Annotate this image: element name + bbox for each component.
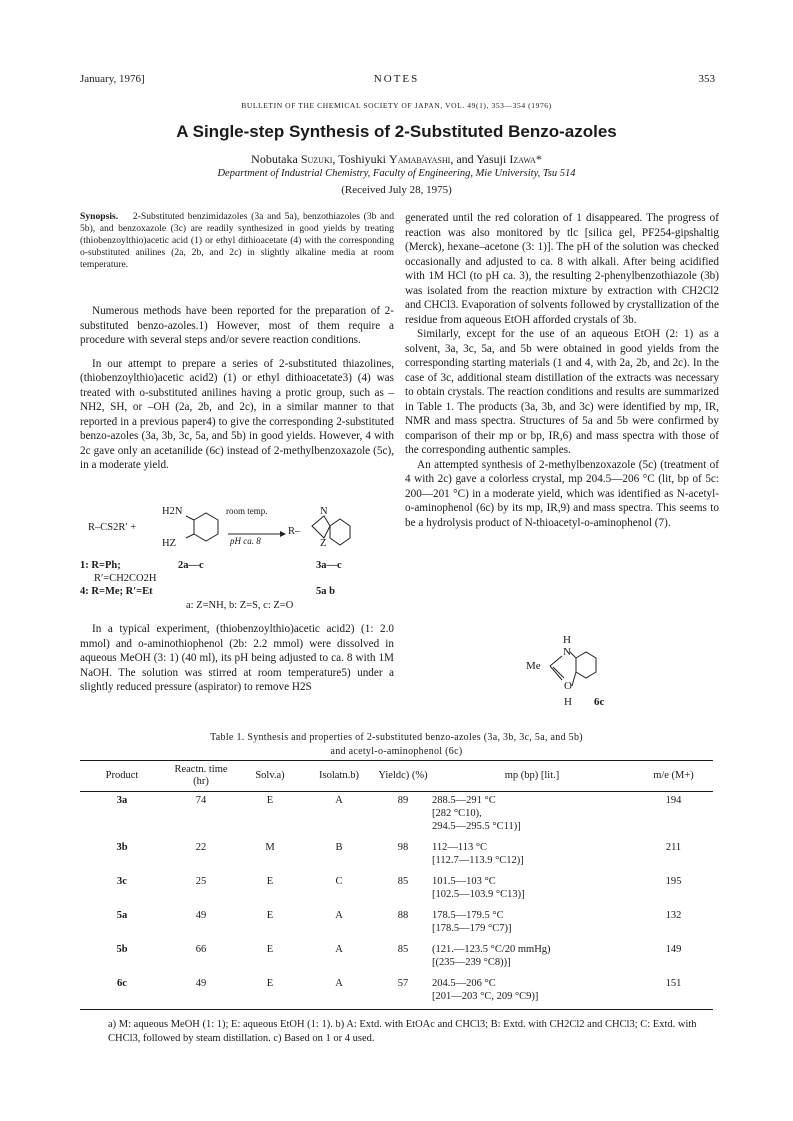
table-caption: Table 1. Synthesis and properties of 2-substituted benzo-azoles (3a, 3b, 3c, 5a, and 5b) xyxy=(210,732,583,743)
cell-mp xyxy=(430,873,634,907)
cell-isol: B xyxy=(335,842,343,853)
mp-line: 112—113 °C xyxy=(432,842,488,853)
cell-solv: M xyxy=(265,842,275,853)
cell-me: 195 xyxy=(665,876,682,887)
reaction-scheme xyxy=(80,508,394,614)
page-number: 353 xyxy=(698,73,715,85)
table-row xyxy=(80,975,713,1010)
scheme-product-r: R– xyxy=(288,526,301,537)
scheme-h2n: H2N xyxy=(162,506,183,517)
table-row xyxy=(80,907,713,941)
scheme-line1-left: 1: R=Ph; xyxy=(80,560,121,571)
experimental-text xyxy=(80,622,394,695)
scheme-hz: HZ xyxy=(162,538,176,549)
mp-line: 178.5—179.5 °C xyxy=(432,910,504,921)
scheme-legend: a: Z=NH, b: Z=S, c: Z=O xyxy=(186,600,294,611)
cell-isol: A xyxy=(335,795,343,806)
scheme-z: Z xyxy=(320,538,327,549)
running-header-center: NOTES xyxy=(373,73,420,85)
structure-6c-drawing xyxy=(520,636,640,716)
cell-yield: 98 xyxy=(397,842,409,853)
running-header-left: January, 1976] xyxy=(80,73,145,85)
cell-solv: E xyxy=(266,795,274,806)
cell-solv: E xyxy=(266,944,274,955)
cell-time: 66 xyxy=(195,944,207,955)
cell-mp xyxy=(430,941,634,975)
cell-me: 151 xyxy=(634,975,713,1010)
cell-mp xyxy=(430,907,634,941)
table-row xyxy=(80,839,713,873)
cell-yield: 89 xyxy=(397,795,409,806)
cell-product: 3c xyxy=(117,876,127,887)
col-header: mp (bp) [lit.] xyxy=(430,761,634,792)
cell-yield: 85 xyxy=(397,876,409,887)
col-header: Yieldc) (%) xyxy=(376,761,430,792)
mp-line: [282 °C10), xyxy=(432,808,482,819)
cell-time: 74 xyxy=(195,795,207,806)
scheme-reactant: R–CS2R′ + xyxy=(88,522,137,533)
mp-line: (121.—123.5 °C/20 mmHg) xyxy=(432,944,551,955)
table-row xyxy=(80,873,713,907)
scheme-line3-right: 5a b xyxy=(316,586,335,597)
mp-line: [178.5—179 °C7)] xyxy=(432,923,512,934)
paragraph: Numerous methods have been reported for the preparation of 2-substituted benzo-azoles.1) However, most of them require a procedure with several steps and/or severe reaction conditions. xyxy=(80,305,394,346)
cell-time: 22 xyxy=(195,842,207,853)
scheme-n: N xyxy=(320,506,328,517)
table-caption-cont: and acetyl-o-aminophenol (6c) xyxy=(330,746,463,757)
mp-line: 294.5—295.5 °C11)] xyxy=(432,821,521,832)
cell-product: 5b xyxy=(116,944,128,955)
paragraph: generated until the red coloration of 1 disappeared. The progress of reaction was also monitored by tlc [silica gel, PF254-gipshaltig (Merck), hexane–acetone (3: 1)]. The pH of the solution was checked occasionally and adjusted to ca. 8 with alkali. After being acidified with 1M HCl (to pH ca. 3), the resulting 2-phenylbenzothiazole (3b) was isolated from the reaction mixture by extraction with CH2Cl2 and CHCl3. Evaporation of solvents followed by crystallization of the residue from aqueous EtOH afforded crystals of 3b. xyxy=(405,212,719,326)
table-row xyxy=(80,941,713,975)
scheme-line1-mid: 2a—c xyxy=(178,560,204,571)
col-header: Isolatn.b) xyxy=(302,761,376,792)
paragraph: In our attempt to prepare a series of 2-substituted thiazolines, (thiobenzoylthio)acetic acid2) (1) or ethyl dithioacetate3) (4) was treated with o-substituted anilines having a protic group, such as –NH2, SH, or –OH (2a, 2b, and 2c), in a similar manner to that reported in a previous paper4) to give the corresponding 2-substituted benzo-azoles (3a, 3b, 3c, 5a, and 5b) in good yields. However, 4 with 2c gave only an acetanilide (6c) instead of 2-methylbenzoxazole (5c), in a moderate yield. xyxy=(80,357,394,471)
paragraph: An attempted synthesis of 2-methylbenzoxazole (5c) (treatment of 4 with 2c) gave a colorless crystal, mp 204.5—206 °C (lit, bp of 5c: 200—201 °C) in a moderate yield, which was identified as N-acetyl-o-aminophenol (6c) by its mp, IR,9) and mass spectra. This seems to be a hydrolysis product of N-thioacetyl-o-aminophenol (7). xyxy=(405,458,719,529)
affiliation: Department of Industrial Chemistry, Faculty of Engineering, Mie University, Tsu 514 xyxy=(217,168,576,179)
cell-mp xyxy=(430,839,634,873)
cell-isol: A xyxy=(302,975,376,1010)
table-footnotes: a) M: aqueous MeOH (1: 1); E: aqueous EtOH (1: 1). b) A: Extd. with EtOAc and CHCl3; B: Extd. with CH2Cl2 and CHCl3; C: Extd. with CHCl3, followed by steam distillation. c) Based on 1 or 4 used. xyxy=(108,1019,697,1044)
cell-yield: 88 xyxy=(397,910,409,921)
cell-me: 149 xyxy=(665,944,682,955)
scheme-line2: R′=CH2CO2H xyxy=(94,573,157,584)
cell-me: 194 xyxy=(665,795,682,806)
cell-time: 25 xyxy=(195,876,207,887)
mp-line: [102.5—103.9 °C13)] xyxy=(432,889,525,900)
cell-time: 49 xyxy=(164,975,238,1010)
synopsis-text: 2-Substituted benzimidazoles (3a and 5a), benzothiazoles (3b and 5b), and benzoxazole (3c) are readily synthesized in good yields by treating (thiobenzoylthio)acetic acid (1) or ethyl dithioacetate (4) with the corresponding o-substituted anilines (2a, 2b, and 2c) in slightly alkaline media at room temperature. xyxy=(80,211,395,270)
mp-line: [112.7—113.9 °C12)] xyxy=(432,855,524,866)
cell-me: 132 xyxy=(665,910,682,921)
cell-product: 3b xyxy=(116,842,128,853)
cell-yield: 85 xyxy=(397,944,409,955)
arrow-label-top: room temp. xyxy=(226,506,268,516)
cell-isol: A xyxy=(335,910,343,921)
author-list: Nobutaka Suzuki, Toshiyuki Yamabayashi, and Yasuji Izawa* xyxy=(251,152,542,166)
paragraph: Similarly, except for the use of an aqueous EtOH (2: 1) as a solvent, 3a, 3c, 5a, and 5b were obtained in good yields from the corresponding starting materials (1 and 4, with 2a, 2b, and 2c). In the case of 3c, additional steam distillation of the extracts was necessary to obtain crystals. The reaction conditions and results are summarized in Table 1. The products (3a, 3b, and 3c) were identified by mp, IR, NMR and mass spectra. Structures of 5a and 5b were confirmed by comparison of their mp or bp, IR,6) and mass spectra with those of the corresponding authentic samples. xyxy=(405,328,719,456)
cell-product: 3a xyxy=(116,795,128,806)
cell-isol: A xyxy=(335,944,343,955)
col-header: m/e (M+) xyxy=(634,761,713,792)
table-row xyxy=(80,792,713,840)
mp-line: 288.5—291 °C xyxy=(432,795,496,806)
structure-6c: H N Me O H 6c xyxy=(520,636,640,716)
paragraph: In a typical experiment, (thiobenzoylthio)acetic acid2) (1: 2.0 mmol) and o-aminothiophenol (2b: 2.2 mmol) were dissolved in aqueous MeOH (3: 1) (40 ml), its pH being adjusted to ca. 8 with 1M NaOH. The solution was stirred at room temperature5) under a slightly reduced pressure (aspirator) to remove H2S xyxy=(80,623,394,693)
cell-isol: C xyxy=(335,876,343,887)
mp-line: 204.5—206 °C xyxy=(432,978,496,989)
cell-solv: E xyxy=(266,876,274,887)
received-date: (Received July 28, 1975) xyxy=(341,184,452,196)
cell-solv: E xyxy=(238,975,302,1010)
cell-mp xyxy=(430,975,634,1010)
col-header: Product xyxy=(80,761,164,792)
table-header-row xyxy=(80,761,713,792)
mp-line: [(235—239 °C8))] xyxy=(432,957,511,968)
cell-time: 49 xyxy=(195,910,207,921)
mp-line: 101.5—103 °C xyxy=(432,876,496,887)
intro-text xyxy=(80,304,394,473)
cell-mp xyxy=(430,792,634,840)
cell-yield: 57 xyxy=(376,975,430,1010)
paper-title: A Single-step Synthesis of 2-Substituted Benzo-azoles xyxy=(176,122,617,141)
cell-product: 5a xyxy=(116,910,128,921)
scheme-structures xyxy=(180,508,400,568)
col-header: Reactn. time (hr) xyxy=(164,761,238,792)
arrow-label-bottom: pH ca. 8 xyxy=(230,536,261,546)
synopsis xyxy=(80,211,394,271)
cell-me: 211 xyxy=(665,842,682,853)
journal-line: BULLETIN OF THE CHEMICAL SOCIETY OF JAPAN, VOL. 49(1), 353—354 (1976) xyxy=(241,101,552,110)
cell-solv: E xyxy=(266,910,274,921)
results-table xyxy=(80,760,713,1010)
results-text xyxy=(405,211,719,530)
col-header: Solv.a) xyxy=(238,761,302,792)
cell-product: 6c xyxy=(80,975,164,1010)
scheme-line1-right: 3a—c xyxy=(316,560,342,571)
scheme-line3: 4: R=Me; R′=Et xyxy=(80,586,153,597)
mp-line: [201—203 °C, 209 °C9)] xyxy=(432,991,539,1002)
synopsis-label: Synopsis. xyxy=(80,211,119,222)
